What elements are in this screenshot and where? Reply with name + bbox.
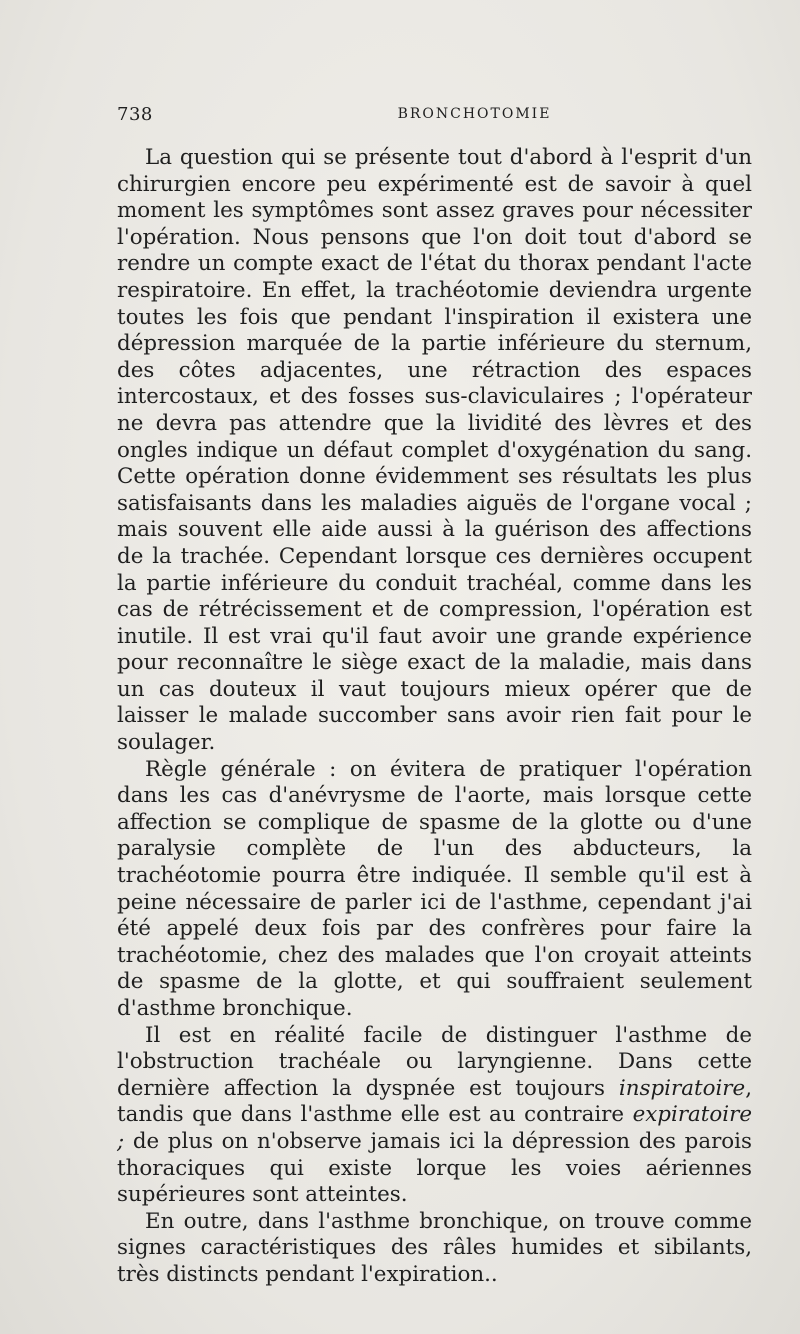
italic-term-inspiratoire: inspiratoire (618, 1075, 746, 1101)
paragraph-3-part-2: , tandis que dans l'asthme elle est au contraire (117, 1075, 752, 1128)
running-title: BRONCHOTOMIE (397, 106, 552, 122)
paragraph-1: La question qui se présente tout d'abord à l'esprit d'un chirurgien encore peu expérimenté est de savoir à quel moment les symptômes sont assez graves pour nécessiter l'opération. Nous pensons que l'on doit tout d'abord se rendre un compte exact de l'état du thorax pendant l'acte respiratoire. En effet, la trachéotomie deviendra urgente toutes les fois que pendant l'inspiration il existera une dépression marquée de la partie inférieure du sternum, des côtes adjacentes, une rétraction des espaces intercostaux, et des fosses sus-claviculaires ; l'opérateur ne devra pas attendre que la lividité des lèvres et des ongles indique un défaut complet d'oxygénation du sang. Cette opération donne évidemment ses résultats les plus satisfaisants dans les maladies aiguës de l'organe vocal ; mais souvent elle aide aussi à la guérison des affections de la trachée. Cependant lorsque ces dernières occupent la partie inférieure du conduit trachéal, comme dans les cas de rétrécissement et de compression, l'opération est inutile. Il est vrai qu'il faut avoir une grande expérience pour reconnaître le siège exact de la maladie, mais dans un cas douteux il vaut toujours mieux opérer que de laisser le malade succomber sans avoir rien fait pour le soulager. (117, 145, 752, 756)
paragraph-3 (117, 1023, 752, 1209)
page-number: 738 (117, 104, 153, 125)
paragraph-4: En outre, dans l'asthme bronchique, on trouve comme signes caractéristiques des râles humides et sibilants, très distincts pendant l'expiration.. (117, 1208, 752, 1287)
italic-term-expiratoire: expiratoire ; (117, 1102, 752, 1154)
paragraph-3-part-1: Il est en réalité facile de distinguer l'asthme de l'obstruction trachéale ou laryngienne. Dans cette dernière affection la dyspnée est toujours (117, 1022, 752, 1101)
body-text (117, 145, 752, 1289)
paragraph-3-part-3: de plus on n'observe jamais ici la dépression des parois thoraciques qui existe lorque les voies aériennes supérieures sont atteintes. (117, 1128, 752, 1208)
paragraph-2: Règle générale : on évitera de pratiquer l'opération dans les cas d'anévrysme de l'aorte, mais lorsque cette affection se complique de spasme de la glotte ou d'une paralysie complète de l'un des abducteurs, la trachéotomie pourra être indiquée. Il semble qu'il est à peine nécessaire de parler ici de l'asthme, cependant j'ai été appelé deux fois par des confrères pour faire la trachéotomie, chez des malades que l'on croyait atteints de spasme de la glotte, et qui souffraient seulement d'asthme bronchique. (117, 756, 752, 1021)
page-header (117, 104, 752, 130)
